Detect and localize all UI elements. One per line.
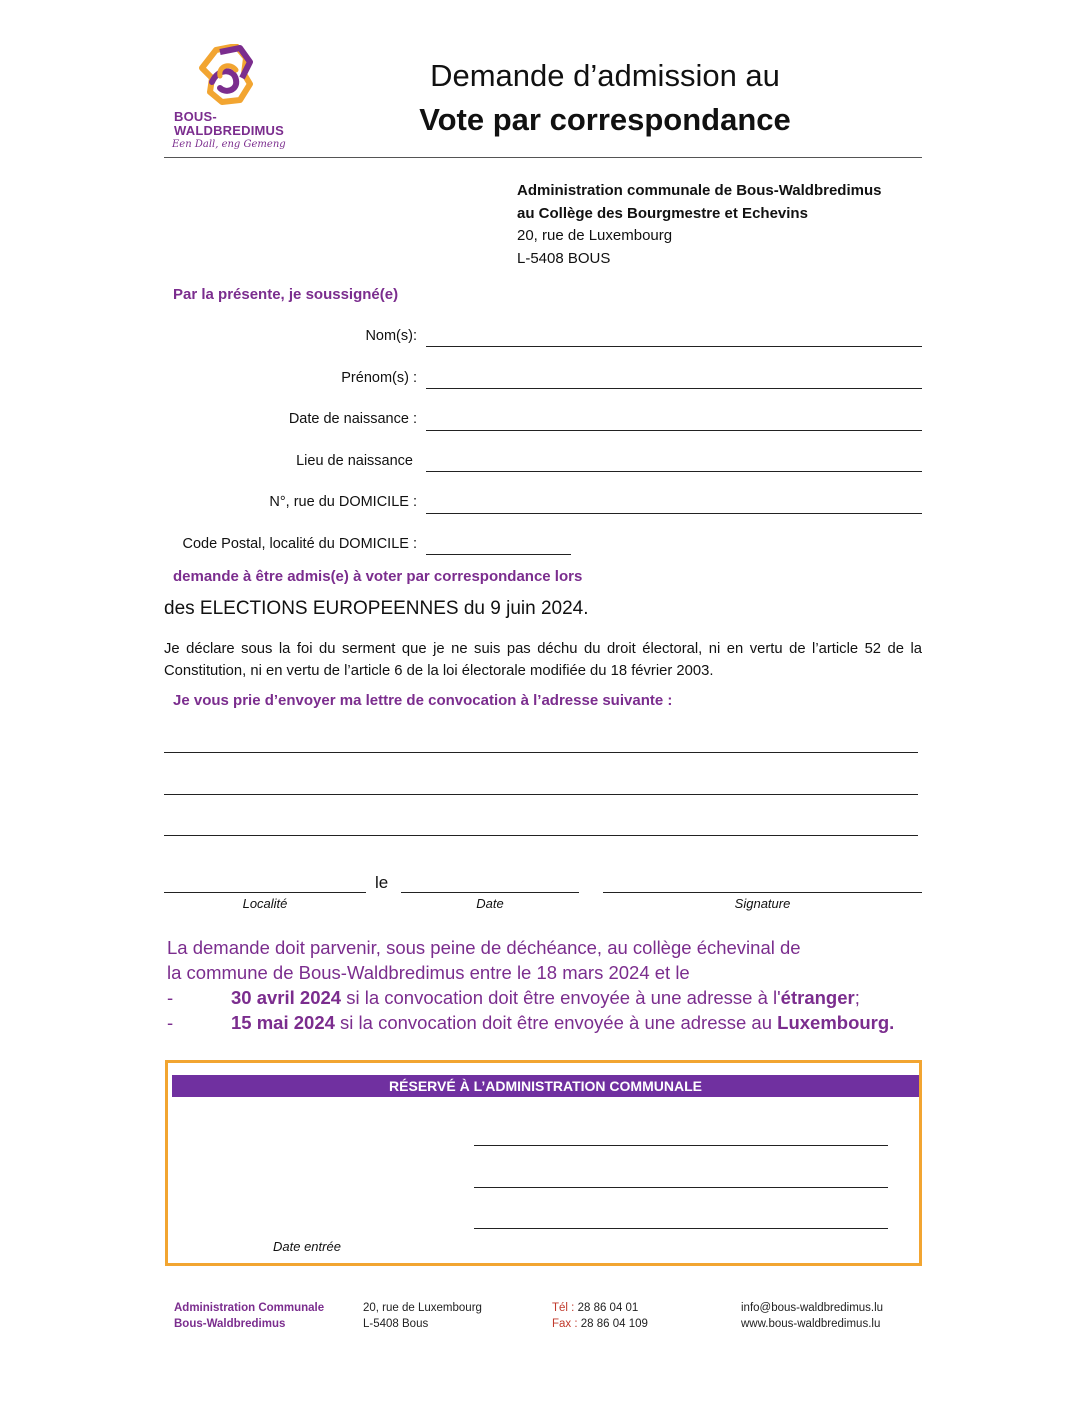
date-field[interactable]	[401, 892, 579, 893]
date-caption: Date	[476, 896, 504, 911]
rue-domicile-label: N°, rue du DOMICILE :	[269, 494, 417, 510]
footer-email[interactable]: info@bous-waldbredimus.lu	[741, 1302, 884, 1314]
prenom-label: Prénom(s) :	[341, 370, 417, 386]
demande-text: demande à être admis(e) à voter par correspondance lors	[173, 568, 583, 585]
footer-address	[363, 1300, 482, 1332]
convocation-address-line3[interactable]	[164, 835, 918, 836]
convocation-request-text: Je vous prie d’envoyer ma lettre de convocation à l’adresse suivante :	[173, 692, 673, 709]
footer-phone	[552, 1300, 648, 1332]
recipient-line4: L-5408 BOUS	[517, 249, 611, 267]
bullet-dash: -	[167, 987, 174, 1008]
date-entree-label: Date entrée	[273, 1239, 341, 1254]
deadline-foreign: 30 avril 2024	[231, 987, 342, 1008]
footer-org-line2: Bous-Waldbredimus	[174, 1318, 286, 1330]
tel-label: Tél :	[552, 1302, 575, 1314]
admin-line3[interactable]	[474, 1228, 888, 1229]
localite-field[interactable]	[164, 892, 366, 893]
recipient-line1: Administration communale de Bous-Waldbredimus	[517, 182, 882, 199]
notice-line2: la commune de Bous-Waldbredimus entre le 18 mars 2024 et le	[167, 962, 690, 983]
recipient-address	[517, 180, 881, 270]
document-title-line2: Vote par correspondance	[419, 102, 791, 137]
prenom-field[interactable]	[426, 388, 922, 389]
logo-slogan: Een Dall, eng Gemeng	[172, 139, 286, 150]
recipient-line2: au Collège des Bourgmestre et Echevins	[517, 204, 808, 222]
logo-emblem-icon	[196, 44, 256, 106]
convocation-address-line2[interactable]	[164, 794, 918, 795]
document-title-line1: Demande d’admission au	[430, 58, 780, 93]
fax-number: 28 86 04 109	[580, 1318, 648, 1330]
footer-addr-line1: 20, rue de Luxembourg	[363, 1302, 482, 1314]
footer-org-line1: Administration Communale	[174, 1302, 325, 1314]
signature-field[interactable]	[603, 892, 922, 893]
rue-domicile-field[interactable]	[426, 513, 922, 514]
admin-box-header: RÉSERVÉ À L’ADMINISTRATION COMMUNALE	[172, 1075, 919, 1097]
form-intro: Par la présente, je soussigné(e)	[173, 286, 399, 303]
deadline-luxembourg: 15 mai 2024	[231, 1012, 335, 1033]
logo-text-line1: BOUS-	[174, 109, 217, 124]
deadline-notice	[167, 935, 967, 1035]
declaration-text: Je déclare sous la foi du serment que je ne suis pas déchu du droit électoral, ni en vertu de l’article 52 de la Constitution, ni en vertu de l’article 6 de la loi électorale modifiée du 18 février 2003.	[164, 641, 922, 679]
notice-item-foreign-text: si la convocation doit être envoyée à une adresse à l'	[341, 987, 781, 1008]
elections-text: des ELECTIONS EUROPEENNES du 9 juin 2024.	[164, 598, 589, 619]
nom-label: Nom(s):	[365, 328, 417, 344]
notice-line1: La demande doit parvenir, sous peine de déchéance, au collège échevinal de	[167, 937, 801, 958]
footer-contact	[741, 1300, 883, 1332]
logo-text-line2: WALDBREDIMUS	[174, 123, 285, 138]
bullet-dash: -	[167, 1012, 174, 1033]
notice-item-lux-text: si la convocation doit être envoyée à une adresse au	[334, 1012, 778, 1033]
nom-field[interactable]	[426, 346, 922, 347]
localite-caption: Localité	[242, 896, 288, 911]
footer-website[interactable]: www.bous-waldbredimus.lu	[741, 1318, 881, 1330]
signature-caption: Signature	[734, 896, 791, 911]
admin-line1[interactable]	[474, 1145, 888, 1146]
footer-org	[174, 1300, 324, 1332]
admin-reserved-box	[165, 1060, 922, 1266]
convocation-address-line1[interactable]	[164, 752, 918, 753]
recipient-line3: 20, rue de Luxembourg	[517, 227, 673, 244]
date-naissance-label: Date de naissance :	[288, 411, 417, 427]
code-postal-label: Code Postal, localité du DOMICILE :	[182, 536, 417, 552]
fax-label: Fax :	[552, 1318, 578, 1330]
code-postal-field[interactable]	[426, 554, 571, 555]
notice-item-foreign	[167, 985, 967, 1010]
date-naissance-field[interactable]	[426, 430, 922, 431]
admin-line2[interactable]	[474, 1187, 888, 1188]
footer-addr-line2: L-5408 Bous	[363, 1318, 429, 1330]
lieu-naissance-label: Lieu de naissance	[296, 453, 413, 469]
etranger-word: étranger	[780, 987, 855, 1008]
header-divider	[164, 157, 922, 158]
luxembourg-word: Luxembourg.	[777, 1012, 895, 1033]
lieu-naissance-field[interactable]	[426, 471, 922, 472]
le-text: le	[375, 873, 389, 892]
municipality-logo	[166, 44, 296, 156]
tel-number: 28 86 04 01	[577, 1302, 639, 1314]
notice-item-foreign-end: ;	[854, 987, 860, 1008]
notice-item-luxembourg	[167, 1010, 967, 1035]
